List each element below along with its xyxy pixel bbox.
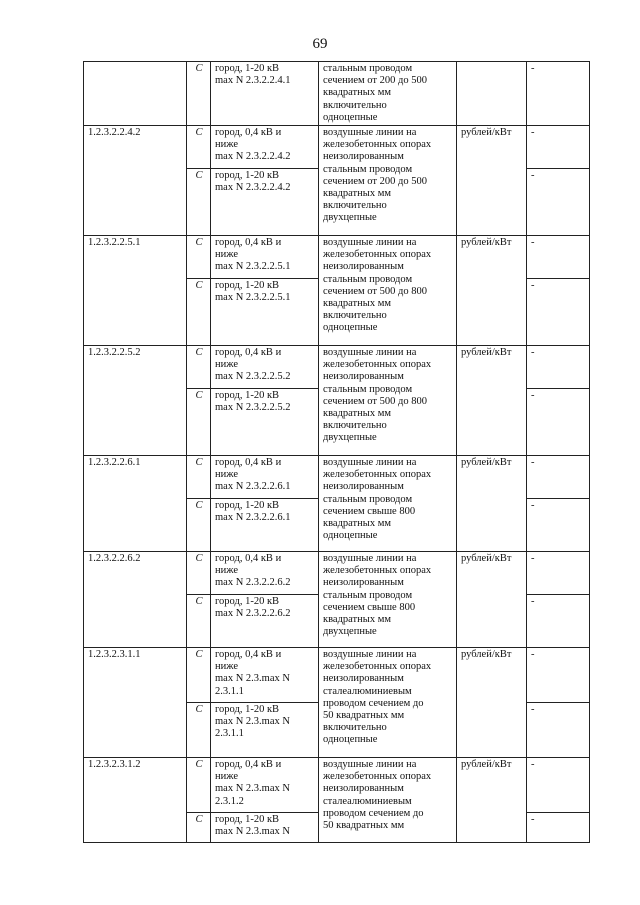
location-voltage-cell: [211, 126, 319, 169]
location-voltage-cell: [211, 499, 319, 552]
item-code-cell: 1.2.3.2.2.6.2: [84, 552, 187, 648]
table-row: [84, 456, 590, 499]
line-description-text: воздушные линии на железобетонных опорах неизолированным стальным проводом сечением свыше 800 квадратных мм двухцепные: [323, 553, 432, 638]
location-voltage-text: город, 0,4 кВ и ниже max N 2.3.2.2.5.2: [215, 347, 291, 383]
table-row: [84, 552, 590, 595]
rate-value-cell: -: [527, 62, 590, 126]
category-cell: C: [187, 499, 211, 552]
location-voltage-cell: [211, 389, 319, 456]
location-voltage-cell: [211, 346, 319, 389]
item-code-cell: [84, 62, 187, 126]
unit-cell: рублей/кВт: [457, 126, 527, 236]
line-description-cell: [319, 346, 457, 456]
location-voltage-cell: [211, 703, 319, 758]
category-cell: C: [187, 236, 211, 279]
category-cell: C: [187, 62, 211, 126]
line-description-cell: [319, 552, 457, 648]
location-voltage-text: город, 0,4 кВ и ниже max N 2.3.max N 2.3.1.1: [215, 649, 290, 697]
unit-cell: рублей/кВт: [457, 236, 527, 346]
location-voltage-cell: [211, 169, 319, 236]
location-voltage-cell: [211, 456, 319, 499]
unit-cell: рублей/кВт: [457, 648, 527, 758]
category-cell: C: [187, 346, 211, 389]
rate-value-cell: -: [527, 346, 590, 389]
category-cell: C: [187, 126, 211, 169]
line-description-cell: [319, 648, 457, 758]
line-description-text: воздушные линии на железобетонных опорах неизолированным стальным проводом сечением свыше 800 квадратных мм одноцепные: [323, 457, 432, 542]
location-voltage-text: город, 1-20 кВ max N 2.3.2.2.6.1: [215, 500, 291, 524]
table-row: [84, 236, 590, 279]
line-description-cell: [319, 758, 457, 843]
item-code-cell: 1.2.3.2.3.1.1: [84, 648, 187, 758]
category-cell: C: [187, 758, 211, 813]
category-cell: C: [187, 552, 211, 595]
location-voltage-text: город, 1-20 кВ max N 2.3.max N 2.3.1.1: [215, 704, 290, 740]
rate-value-cell: -: [527, 758, 590, 813]
location-voltage-cell: [211, 595, 319, 648]
category-cell: C: [187, 279, 211, 346]
line-description-cell: [319, 126, 457, 236]
line-description-text: воздушные линии на железобетонных опорах неизолированным стальным проводом сечением от 500 до 800 квадратных мм включительно одноцепные: [323, 237, 432, 334]
item-code-cell: 1.2.3.2.2.4.2: [84, 126, 187, 236]
unit-cell: рублей/кВт: [457, 346, 527, 456]
unit-cell: рублей/кВт: [457, 758, 527, 843]
location-voltage-text: город, 0,4 кВ и ниже max N 2.3.2.2.5.1: [215, 237, 291, 273]
rate-value-cell: -: [527, 813, 590, 843]
line-description-cell: [319, 456, 457, 552]
category-cell: C: [187, 595, 211, 648]
line-description-text: воздушные линии на железобетонных опорах неизолированным стальным проводом сечением от 200 до 500 квадратных мм включительно двухцепные: [323, 127, 432, 224]
line-description-text: воздушные линии на железобетонных опорах неизолированным стальным проводом сечением от 500 до 800 квадратных мм включительно двухцепные: [323, 347, 432, 444]
line-description-text: воздушные линии на железобетонных опорах неизолированным сталеалюминиевым проводом сечением до 50 квадратных мм: [323, 759, 432, 832]
category-cell: C: [187, 169, 211, 236]
location-voltage-cell: [211, 552, 319, 595]
item-code-cell: 1.2.3.2.2.6.1: [84, 456, 187, 552]
location-voltage-text: город, 1-20 кВ max N 2.3.2.2.5.1: [215, 280, 291, 304]
category-cell: C: [187, 703, 211, 758]
location-voltage-text: город, 0,4 кВ и ниже max N 2.3.2.2.6.1: [215, 457, 291, 493]
rate-value-cell: -: [527, 499, 590, 552]
category-cell: C: [187, 648, 211, 703]
rate-value-cell: -: [527, 169, 590, 236]
table-row: [84, 346, 590, 389]
category-cell: C: [187, 813, 211, 843]
unit-cell: [457, 62, 527, 126]
rate-value-cell: -: [527, 552, 590, 595]
location-voltage-cell: [211, 62, 319, 126]
location-voltage-text: город, 1-20 кВ max N 2.3.2.2.4.1: [215, 63, 291, 87]
unit-cell: рублей/кВт: [457, 456, 527, 552]
table-row: [84, 758, 590, 813]
tariff-table: [83, 61, 590, 843]
unit-cell: рублей/кВт: [457, 552, 527, 648]
line-description-cell: [319, 62, 457, 126]
page-number: 69: [312, 36, 328, 52]
location-voltage-text: город, 1-20 кВ max N 2.3.2.2.4.2: [215, 170, 291, 194]
line-description-text: воздушные линии на железобетонных опорах неизолированным сталеалюминиевым проводом сечением до 50 квадратных мм включительно одноцепные: [323, 649, 432, 746]
location-voltage-text: город, 1-20 кВ max N 2.3.2.2.5.2: [215, 390, 291, 414]
item-code-cell: 1.2.3.2.2.5.1: [84, 236, 187, 346]
category-cell: C: [187, 389, 211, 456]
location-voltage-cell: [211, 813, 319, 843]
table-row: [84, 62, 590, 126]
rate-value-cell: -: [527, 595, 590, 648]
rate-value-cell: -: [527, 236, 590, 279]
rate-value-cell: -: [527, 648, 590, 703]
table-body: [84, 62, 590, 843]
location-voltage-text: город, 0,4 кВ и ниже max N 2.3.2.2.6.2: [215, 553, 291, 589]
line-description-text: стальным проводом сечением от 200 до 500 квадратных мм включительно одноцепные: [323, 63, 427, 123]
location-voltage-cell: [211, 758, 319, 813]
rate-value-cell: -: [527, 279, 590, 346]
table-row: [84, 648, 590, 703]
location-voltage-text: город, 1-20 кВ max N 2.3.max N: [215, 814, 290, 838]
item-code-cell: 1.2.3.2.3.1.2: [84, 758, 187, 843]
location-voltage-text: город, 0,4 кВ и ниже max N 2.3.max N 2.3.1.2: [215, 759, 290, 807]
location-voltage-text: город, 1-20 кВ max N 2.3.2.2.6.2: [215, 596, 291, 620]
table-row: [84, 126, 590, 169]
location-voltage-cell: [211, 279, 319, 346]
line-description-cell: [319, 236, 457, 346]
item-code-cell: 1.2.3.2.2.5.2: [84, 346, 187, 456]
category-cell: C: [187, 456, 211, 499]
location-voltage-cell: [211, 236, 319, 279]
rate-value-cell: -: [527, 126, 590, 169]
rate-value-cell: -: [527, 456, 590, 499]
rate-value-cell: -: [527, 703, 590, 758]
location-voltage-cell: [211, 648, 319, 703]
rate-value-cell: -: [527, 389, 590, 456]
location-voltage-text: город, 0,4 кВ и ниже max N 2.3.2.2.4.2: [215, 127, 291, 163]
